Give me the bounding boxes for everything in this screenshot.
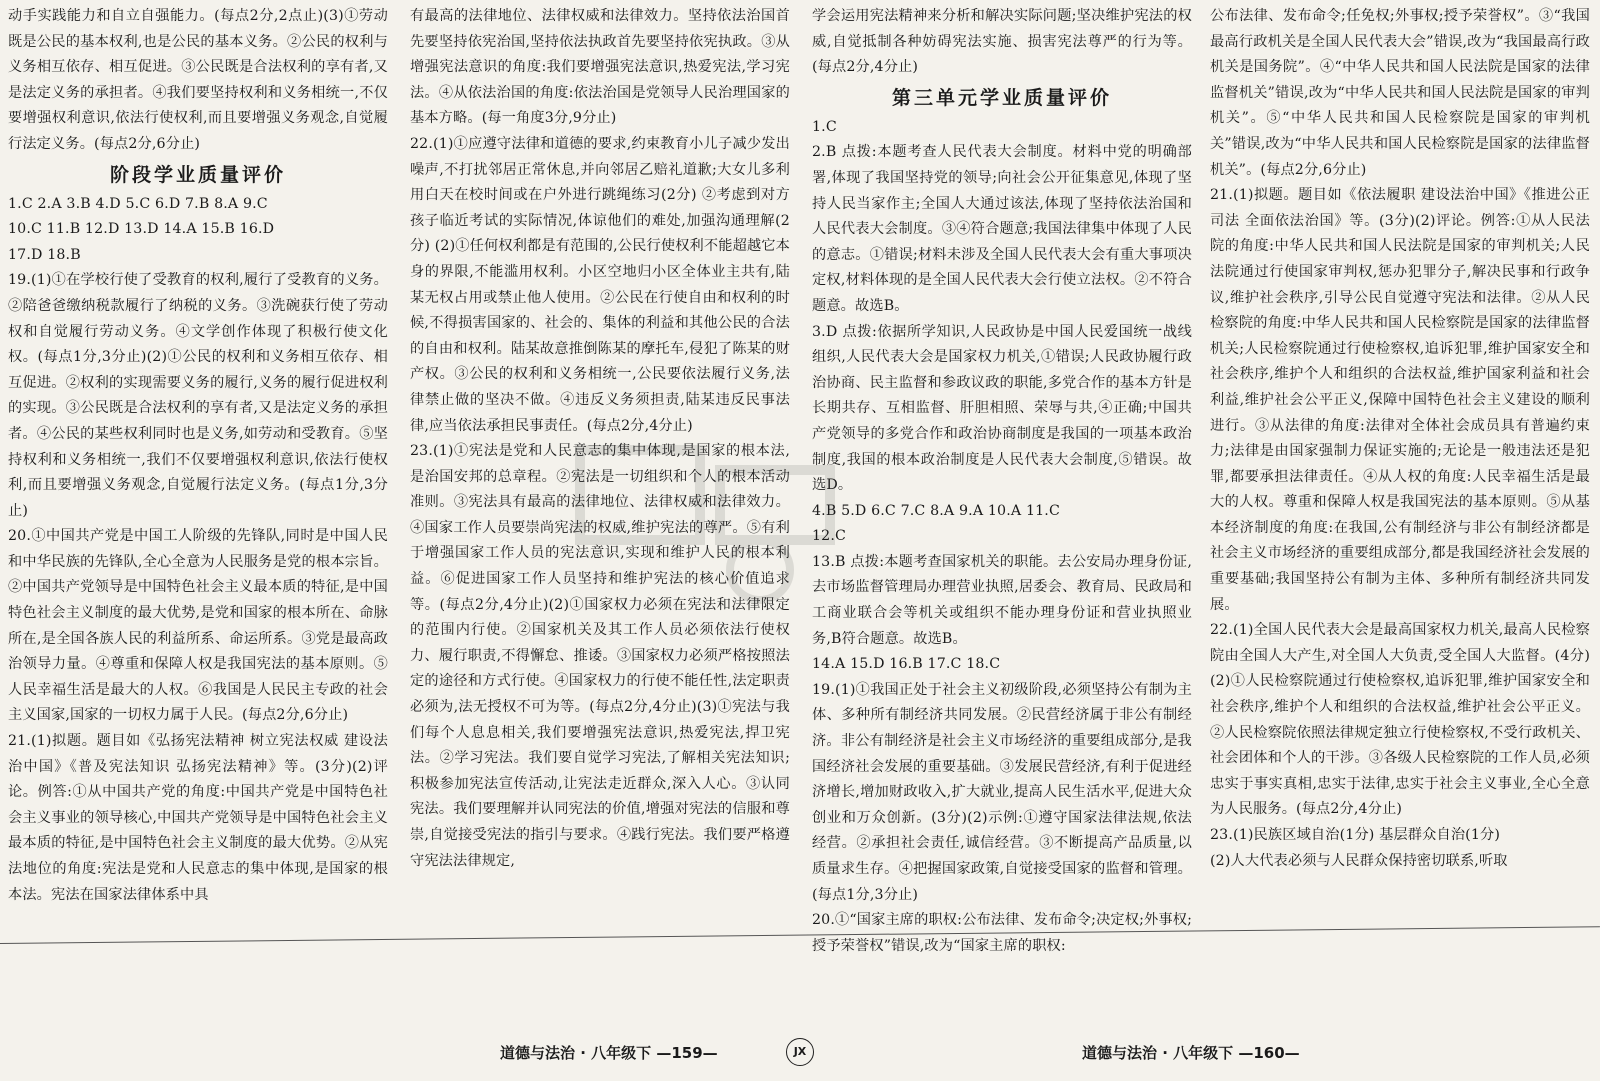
paragraph: 公布法律、发布命令;任免权;外事权;授予荣誉权”。③“我国最高行政机关是全国人民代表大会”错误,改为“我国最高行政机关是国务院”。④“中华人民共和国人民法院是国家的法律监督机关”错误,改为“中华人民共和国人民法院是国家的审判机关”。⑤“中华人民共和国人民检察院是国家的审判机关”错误,改为“中华人民共和国人民检察院是国家的法律监督机关”。(每点2分,6分止) — [1210, 8, 1590, 178]
page-footer-right: 道德与法治 · 八年级下 —160— — [1082, 1044, 1300, 1062]
watermark-logo-icon — [560, 420, 860, 620]
center-mark-badge: JX — [786, 1038, 814, 1066]
paragraph: 22.(1)全国人民代表大会是最高国家权力机关,最高人民检察院由全国人大产生,对全国人大负责,受全国人大监督。(4分)(2)①人民检察院通过行使检察权,追诉犯罪,维护国家安全和社会秩序,维护个人和组织的合法权益,维护社会公平正义。②人民检察院依照法律规定独立行使检察权,不受行政机关、社会团体和个人的干涉。③各级人民检察院的工作人员,必须忠实于事实真相,忠实于法律,忠实于社会主义事业,全心全意为人民服务。(每点2分,4分止) — [1210, 622, 1590, 818]
answer-line: 14.A 15.D 16.B 17.C 18.C — [812, 656, 1001, 673]
paragraph: 22.(1)①应遵守法律和道德的要求,约束教育小儿子减少发出噪声,不打扰邻居正常休息,并向邻居乙赔礼道歉;大女儿多利用白天在校时间或在户外进行跳绳练习(2分) ②考虑到对方孩子临近考试的实际情况,体谅他们的难处,加强沟通理解(2分) (2)①任何权利都是有范围的,公民行使权利不能超越它本身的界限,不能滥用权利。小区空地归小区全体业主共有,陆某无权占用或禁止他人使用。②公民在行使自由和权利的时候,不得损害国家的、社会的、集体的利益和其他公民的合法的自由和权利。陆某故意推倒陈某的摩托车,侵犯了陈某的财产权。③公民的权利和义务相统一,公民要依法履行义务,法律禁止做的坚决不做。④违反义务须担责,陆某违反民事法律,应当依法承担民事责任。(每点2分,4分止) — [410, 135, 790, 434]
section-heading: 第三单元学业质量评价 — [891, 86, 1112, 109]
paragraph: 23.(1)①宪法是党和人民意志的集中体现,是国家的根本法,是治国安邦的总章程。②宪法是一切组织和个人的根本活动准则。③宪法具有最高的法律地位、法律权威和法律效力。④国家工作人员要崇尚宪法的权威,维护宪法的尊严。⑤有利于增强国家工作人员的宪法意识,实现和维护人民的根本利益。⑥促进国家工作人员坚持和维护宪法的核心价值追求等。(每点2分,4分止)(2)①国家权力必须在宪法和法律限定的范围内行使。②国家机关及其工作人员必须依法行使权力、履行职责,不得懈怠、推诿。③国家权力必须严格按照法定的途径和方式行使。④国家权力的行使不能任性,法定职责必须为,法无授权不可为等。(每点2分,4分止)(3)①宪法与我们每个人息息相关,我们要增强宪法意识,热爱宪法,捍卫宪法。②学习宪法。我们要自觉学习宪法,了解相关宪法知识;积极参加宪法宣传活动,让宪法走近群众,深入人心。③认同宪法。我们要理解并认同宪法的价值,增强对宪法的信服和尊崇,自觉接受宪法的指引与要求。④践行宪法。我们要严格遵守宪法法律规定, — [410, 443, 790, 869]
paragraph: 19.(1)①我国正处于社会主义初级阶段,必须坚持公有制为主体、多种所有制经济共同发展。②民营经济属于非公有制经济。非公有制经济是社会主义市场经济的重要组成部分,是我国经济社会发展的重要基础。③发展民营经济,有利于促进经济增长,增加财政收入,扩大就业,提高人民生活水平,促进大众创业和万众创新。(3分)(2)示例:①遵守国家法律法规,依法经营。②承担社会责任,诚信经营。③不断提高产品质量,以质量求生存。④把握国家政策,自觉接受国家的监督和管理。(每点1分,3分止) — [812, 681, 1192, 903]
paragraph: 19.(1)①在学校行使了受教育的权利,履行了受教育的义务。②陪爸爸缴纳税款履行了纳税的义务。③洗碗获行使了劳动权和自觉履行劳动义务。④文学创作体现了积极行使文化权。(每点1分,3分止)(2)①公民的权利和义务相互依存、相互促进。②权利的实现需要义务的履行,义务的履行促进权利的实现。③公民既是合法权利的享有者,又是法定义务的承担者。④公民的某些权利同时也是义务,如劳动和受教育。⑤坚持权利和义务相统一,我们不仅要增强权利意识,依法行使权利,而且要增强义务观念,自觉履行法定义务。(每点1分,3分止) — [8, 272, 388, 519]
paragraph: (2)人大代表必须与人民群众保持密切联系,听取 — [1210, 852, 1508, 869]
paragraph: 有最高的法律地位、法律权威和法律效力。坚持依法治国首先要坚持依宪治国,坚持依法执政首先要坚持依宪执政。③从增强宪法意识的角度:我们要增强宪法意识,热爱宪法,学习宪法。④从依法治国的角度:依法治国是党领导人民治理国家的基本方略。(每一角度3分,9分止) — [410, 8, 790, 127]
paragraph: 21.(1)拟题。题目如《依法履职 建设法治中国》《推进公正司法 全面依法治国》等。(3分)(2)评论。例答:①从人民法院的角度:中华人民共和国人民法院是国家的审判机关;人民法院通过行使国家审判权,惩办犯罪分子,解决民事和行政争议,维护社会秩序,引导公民自觉遵守宪法和法律。②从人民检察院的角度:中华人民共和国人民检察院是国家的法律监督机关;人民检察院通过行使检察权,追诉犯罪,维护国家安全和社会秩序,维护个人和组织的合法权益,维护国家利益和社会利益,维护社会公平正义,保障中国特色社会主义建设的顺利进行。③从法律的角度:法律对全体社会成员具有普遍约束力;法律是由国家强制力保证实施的;无论是一般违法还是犯罪,都要承担法律责任。④从人权的角度:人民幸福生活是最大的人权。尊重和保障人权是我国宪法的基本原则。⑤从基本经济制度的角度:在我国,公有制经济与非公有制经济都是社会主义市场经济的重要组成部分,都是我国经济社会发展的重要基础;我国坚持公有制为主体、多种所有制经济共同发展。 — [1210, 187, 1590, 613]
paragraph: 13.B 点拨:本题考查国家机关的职能。去公安局办理身份证,去市场监督管理局办理营业执照,居委会、教育局、民政局和工商业联合会等机关或组织不能办理身份证和营业执照业务,B符合题意。故选B。 — [812, 553, 1192, 647]
answer-line: 4.B 5.D 6.C 7.C 8.A 9.A 10.A 11.C — [812, 502, 1060, 519]
paragraph: 学会运用宪法精神来分析和解决实际问题;坚决维护宪法的权威,自觉抵制各种妨碍宪法实施、损害宪法尊严的行为等。(每点2分,4分止) — [812, 8, 1192, 76]
answer-line: 23.(1)民族区域自治(1分) 基层群众自治(1分) — [1210, 827, 1501, 843]
paragraph: 动手实践能力和自立自强能力。(每点2分,2点止)(3)①劳动既是公民的基本权利,也是公民的基本义务。②公民的权利与义务相互依存、相互促进。③公民既是合法权利的享有者,又是法定义务的承担者。④我们要坚持权利和义务相统一,不仅要增强权利意识,依法行使权利,而且要增强义务观念,自觉履行法定义务。(每点2分,6分止) — [8, 8, 388, 152]
scan-fold-line — [0, 926, 1600, 944]
page-footer-left: 道德与法治 · 八年级下 —159— — [500, 1044, 718, 1062]
paragraph: 20.①中国共产党是中国工人阶级的先锋队,同时是中国人民和中华民族的先锋队,全心全意为人民服务是党的根本宗旨。②中国共产党领导是中国特色社会主义最本质的特征,是中国特色社会主义制度的最大优势,是党和国家的根本所在、命脉所在,是全国各族人民的利益所系、命运所系。③党是最高政治领导力量。④尊重和保障人权是我国宪法的基本原则。⑤人民幸福生活是最大的人权。⑥我国是人民民主专政的社会主义国家,国家的一切权力属于人民。(每点2分,6分止) — [8, 528, 388, 724]
paragraph: 20.①“国家主席的职权:公布法律、发布命令;决定权;外事权;授予荣誉权”错误,改为“国家主席的职权: — [812, 912, 1192, 954]
answer-line: 12.C — [812, 528, 847, 545]
answer-line: 1.C — [812, 118, 837, 135]
paragraph: 2.B 点拨:本题考查人民代表大会制度。材料中党的明确部署,体现了我国坚持党的领导;向社会公开征集意见,体现了坚持人民当家作主;全国人大通过该法,体现了坚持依法治国和人民代表大会制度。③④符合题意;我国法律集中体现了人民的意志。①错误;材料未涉及全国人民代表大会有重大事项决定权,材料体现的是全国人民代表大会行使立法权。②不符合题意。故选B。 — [812, 144, 1192, 314]
column-3 — [812, 4, 1192, 959]
answer-line: 10.C 11.B 12.D 13.D 14.A 15.B 16.D — [8, 221, 275, 238]
paragraph: 3.D 点拨:依据所学知识,人民政协是中国人民爱国统一战线组织,人民代表大会是国家权力机关,①错误;人民政协履行政治协商、民主监督和参政议政的职能,多党合作的基本方针是长期共存、互相监督、肝胆相照、荣辱与共,④正确;中国共产党领导的多党合作和政治协商制度是我国的一项基本政治制度,我国的根本政治制度是人民代表大会制度,⑤错误。故选D。 — [812, 323, 1192, 494]
section-heading: 阶段学业质量评价 — [109, 163, 286, 186]
answer-line: 1.C 2.A 3.B 4.D 5.C 6.D 7.B 8.A 9.C — [8, 195, 268, 212]
column-4 — [1210, 4, 1590, 874]
paragraph: 21.(1)拟题。题目如《弘扬宪法精神 树立宪法权威 建设法治中国》《普及宪法知识 弘扬宪法精神》等。(3分)(2)评论。例答:①从中国共产党的角度:中国共产党是中国特色社会主义事业的领导核心,中国共产党领导是中国特色社会主义最本质的特征,是中国特色社会主义制度的最大优势。②从宪法地位的角度:宪法是党和人民意志的集中体现,是国家的根本法。宪法在国家法律体系中具 — [8, 733, 388, 903]
answer-line: 17.D 18.B — [8, 246, 81, 263]
column-1 — [8, 4, 388, 908]
